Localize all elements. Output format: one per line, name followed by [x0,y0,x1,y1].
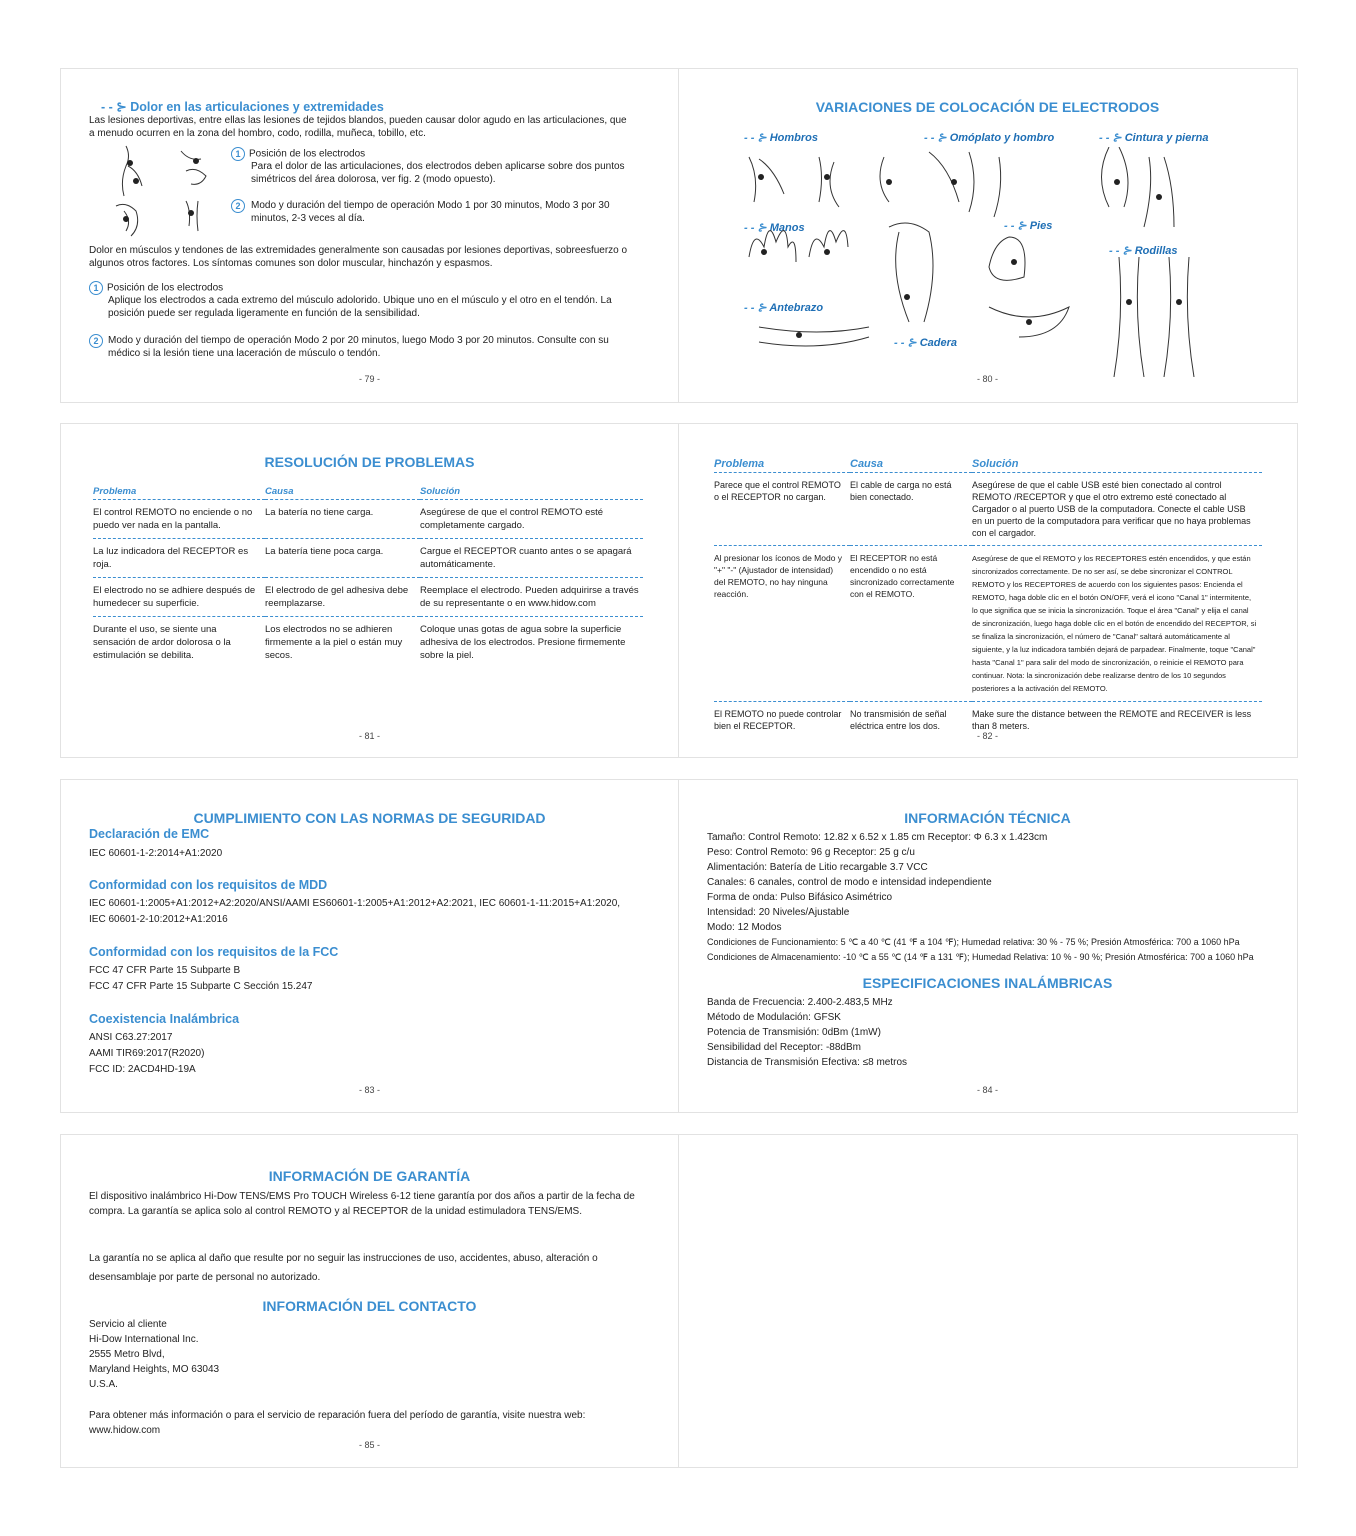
mdd-line-2: IEC 60601-2-10:2012+A1:2016 [89,914,228,925]
col-solucion: Solución [420,484,643,500]
tech-info-title: INFORMACIÓN TÉCNICA [904,810,1071,826]
group-rodillas: - - ⊱ Rodillas [1109,245,1178,257]
tech-line: Peso: Control Remoto: 96 g Receptor: 25 g c/u [707,847,915,858]
cell: Coloque unas gotas de agua sobre la superficie adhesiva de los electrodos. Presione firmemente sobre la piel. [420,624,626,661]
spread-81-82 [60,423,1298,758]
cell: El REMOTO no puede controlar bien el RECEPTOR. [714,709,842,731]
warranty-paragraph-2: La garantía no se aplica al daño que resulte por no seguir las instrucciones de uso, accidentes, abuso, alteración o desensamblaje por parte de personal no autorizado. [89,1253,598,1283]
contact-line: U.S.A. [89,1379,118,1390]
col-causa: Causa [850,456,972,473]
wireless-line: Método de Modulación: GFSK [707,1012,841,1023]
table-row [714,546,1262,702]
wireless-line: Banda de Frecuencia: 2.400-2.483,5 MHz [707,997,893,1008]
mdd-heading: Conformidad con los requisitos de MDD [89,878,328,892]
contact-line: Servicio al cliente [89,1319,167,1330]
tech-line: Condiciones de Almacenamiento: -10 ℃ a 55 ℃ (14 ℉ a 131 ℉); Humedad Relativa: 10 % - 90 %; Presión Atmosférica: 700 a 1060 hPa [707,952,1254,962]
col-solucion: Solución [972,456,1262,473]
step3 [89,281,223,295]
mdd-line-1: IEC 60601-1:2005+A1:2012+A2:2020/ANSI/AAMI ES60601-1:2005+A1:2012+A2:2021, IEC 60601-1-11:2015+A1:2020, [89,898,621,909]
wireless-line: Potencia de Transmisión: 0dBm (1mW) [707,1027,881,1038]
step-number-1: 1 [231,147,245,161]
tech-line: Alimentación: Batería de Litio recargable 3.7 VCC [707,862,928,873]
page-number: - 80 - [976,374,998,384]
step4 [89,334,107,348]
wireless-line: Distancia de Transmisión Efectiva: ≤8 metros [707,1057,908,1068]
cell: La luz indicadora del RECEPTOR es roja. [93,539,265,578]
page-81 [61,424,678,757]
cell: Los electrodos no se adhieren firmemente a la piel o están muy secos. [265,624,403,661]
col-causa: Causa [265,484,420,500]
wireless-spec-title: ESPECIFICACIONES INALÁMBRICAS [862,975,1113,991]
cell: Asegúrese de que el REMOTO y los RECEPTORES estén encendidos, y que están sincronizados correctamente. De no ser así, se debe sincronizar el CONTROL REMOTO y los RECEPTORES de acuerdo con los siguientes pasos: Encienda el REMOTO, haga doble clic en el botón ON/OFF, verá el icono "Canal 1" intermitente, lo que significa que se inicia la sincronización. Toque el área "Canal" y elija el canal de sincronización, luego haga doble clic en el botón de encendido del RECEPTOR, si se finaliza la sincronización, el número de "Canal" saltará automáticamente al siguiente, y la luz indicadora también dejará de parpadear. Finalmente, toque "Canal" hasta "Canal 1" para salir del modo de sincronización, o reinicie el REMOTO para continuar. Nota: la sincronización debe realizarse dentro de los 10 segundos posteriores a la activación del REMOTO. [972,546,1262,702]
cell: Cargue el RECEPTOR cuanto antes o se apagará automáticamente. [420,539,643,578]
contact-line: 2555 Metro Blvd, [89,1349,165,1360]
cell: Parece que el control REMOTO o el RECEPTOR no cargan. [714,473,850,546]
muscle-pain-paragraph: Dolor en músculos y tendones de las extremidades generalmente son causadas por lesiones deportivas, sobreesfuerzo o algunos otros factores. Los síntomas comunes son dolor muscular, hinchazón y espasmos. [89,245,628,269]
fcc-line-1: FCC 47 CFR Parte 15 Subparte B [89,965,241,976]
compliance-title: CUMPLIMIENTO CON LAS NORMAS DE SEGURIDAD [193,810,546,826]
cell: Al presionar los íconos de Modo y "+" "-" (Ajustador de intensidad) del REMOTO, no hay ninguna reacción. [714,546,850,702]
step1-title: Posición de los electrodos [249,148,366,160]
group-omoplato: - - ⊱ Omóplato y hombro [924,132,1055,144]
step-number-2b: 2 [89,334,103,348]
page-84 [679,780,1296,1112]
joint-pain-heading-text: Dolor en las articulaciones y extremidades [130,100,384,114]
tech-line: Condiciones de Funcionamiento: 5 ℃ a 40 ℃ (41 ℉ a 104 ℉); Humedad relativa: 30 % - 75 %; Presión Atmosférica: 700 a 1060 hPa [707,937,1240,947]
cell: Reemplace el electrodo. Pueden adquirirse a través de su representante o en www.hidow.com [420,578,643,617]
joint-pain-heading [101,99,384,114]
step3-text: Aplique los electrodos a cada extremo del músculo adolorido. Ubique uno en el músculo y el otro en el tendón. La posición puede ser regulada ligeramente en función de la sensibilidad. [108,295,612,319]
table-row [93,539,643,578]
cell: La batería no tiene carga. [265,500,420,539]
emc-heading: Declaración de EMC [89,827,210,841]
warranty-paragraph-3: Para obtener más información o para el servicio de reparación fuera del período de garantía, visite nuestra web: www.hidow.com [89,1410,586,1436]
tech-line: Forma de onda: Pulso Bifásico Asimétrico [707,892,893,903]
page-number: - 82 - [976,731,998,741]
group-cadera: - - ⊱ Cadera [894,337,958,349]
cell: El control REMOTO no enciende o no puedo ver nada en la pantalla. [93,500,265,539]
spread-83-84 [60,779,1298,1113]
joint-illustration [106,141,226,241]
tech-line: Intensidad: 20 Niveles/Ajustable [707,907,850,918]
cell: El electrodo de gel adhesiva debe reemplazarse. [265,578,420,617]
step4-text: Modo y duración del tiempo de operación Modo 2 por 20 minutos, luego Modo 3 por 20 minutos. Consulte con su médico si la lesión tiene una laceración de músculo o tendón. [108,335,609,359]
cell: No transmisión de señal eléctrica entre los dos. [850,709,947,731]
electrode-placement-illustrations [739,147,1259,377]
page-79 [61,69,678,402]
table-row [93,500,643,539]
cell: Asegúrese de que el cable USB esté bien conectado al control REMOTO /RECEPTOR y que el otro extremo esté conectado al Cargador o al puerto USB de la computadora. Conecte el cable USB en un puerto de la computadora para verificar que no haya problemas con el cargador. [972,473,1262,546]
tech-line: Canales: 6 canales, control de modo e intensidad independiente [707,877,992,888]
fcc-heading: Conformidad con los requisitos de la FCC [89,945,339,959]
table-row [714,473,1262,546]
page-number: - 83 - [358,1085,380,1095]
placement-title: VARIACIONES DE COLOCACIÓN DE ELECTRODOS [815,99,1160,115]
coexistence-line-3: FCC ID: 2ACD4HD-19A [89,1064,196,1075]
contact-line: Maryland Heights, MO 63043 [89,1364,220,1375]
wireless-line: Sensibilidad del Receptor: -88dBm [707,1042,861,1053]
table-row [93,578,643,617]
cell: La batería tiene poca carga. [265,539,420,578]
coexistence-line-1: ANSI C63.27:2017 [89,1032,173,1043]
table-row [93,617,643,669]
contact-title: INFORMACIÓN DEL CONTACTO [262,1298,477,1314]
cell: Make sure the distance between the REMOTE and RECEIVER is less than 8 meters. [972,709,1252,731]
step1-text: Para el dolor de las articulaciones, dos electrodos deben aplicarse sobre dos puntos simétricos del área dolorosa, ver fig. 2 (modo opuesto). [251,161,625,185]
page-number: - 85 - [358,1440,380,1450]
cell: Durante el uso, se siente una sensación de ardor dolorosa o la estimulación se debilita. [93,624,231,661]
group-pies: - - ⊱ Pies [1004,220,1053,232]
col-problema: Problema [93,484,265,500]
page-82 [679,424,1296,757]
col-problema: Problema [714,456,850,473]
step-number-1b: 1 [89,281,103,295]
group-hombros: - - ⊱ Hombros [744,132,818,144]
warranty-paragraph-1: El dispositivo inalámbrico Hi-Dow TENS/EMS Pro TOUCH Wireless 6-12 tiene garantía por dos años a partir de la fecha de compra. La garantía se aplica solo al control REMOTO y al RECEPTOR de la unidad estimuladora TENS/EMS. [89,1191,635,1217]
contact-line: Hi-Dow International Inc. [89,1334,199,1345]
group-antebrazo: - - ⊱ Antebrazo [744,302,824,314]
joint-pain-intro: Las lesiones deportivas, entre ellas las lesiones de tejidos blandos, pueden causar dolor agudo en las articulaciones, que a menudo ocurren en la zona del hombro, codo, rodilla, muñeca, tobillo, etc. [89,115,627,139]
cell: El cable de carga no está bien conectado. [850,473,972,546]
page-number: - 79 - [358,374,380,384]
coexistence-heading: Coexistencia Inalámbrica [89,1012,240,1026]
cell: El RECEPTOR no está encendido o no está sincronizado correctamente con el REMOTO. [850,546,972,702]
cell: El electrodo no se adhiere después de humedecer su superficie. [93,578,265,617]
warranty-title: INFORMACIÓN DE GARANTÍA [268,1168,471,1184]
tech-line: Tamaño: Control Remoto: 12.82 x 6.52 x 1.85 cm Receptor: Φ 6.3 x 1.423cm [707,832,1048,843]
page-number: - 81 - [358,731,380,741]
page-83 [61,780,678,1112]
arrow-icon: - - ⊱ [101,100,131,114]
step1 [231,147,631,161]
group-manos: - - ⊱ Manos [744,222,805,234]
step-number-2: 2 [231,199,245,213]
page-number: - 84 - [976,1085,998,1095]
group-cintura: - - ⊱ Cintura y pierna [1099,132,1209,144]
page-85 [61,1135,678,1467]
troubleshooting-table-cont [714,456,1262,738]
fcc-line-2: FCC 47 CFR Parte 15 Subparte C Sección 15.247 [89,981,313,992]
troubleshooting-title: RESOLUCIÓN DE PROBLEMAS [264,454,475,470]
page-80 [679,69,1296,402]
spread-85 [60,1134,1298,1468]
coexistence-line-2: AAMI TIR69:2017(R2020) [89,1048,205,1059]
spread-79-80 [60,68,1298,403]
blank-page [679,1135,1296,1467]
emc-line: IEC 60601-1-2:2014+A1:2020 [89,848,223,859]
cell: Asegúrese de que el control REMOTO esté completamente cargado. [420,500,643,539]
step2-text: Modo y duración del tiempo de operación Modo 1 por 30 minutos, Modo 3 por 30 minutos, 2-3 veces al día. [251,200,610,224]
tech-line: Modo: 12 Modos [707,922,782,933]
step3-title: Posición de los electrodos [107,282,224,294]
troubleshooting-table [93,484,643,668]
